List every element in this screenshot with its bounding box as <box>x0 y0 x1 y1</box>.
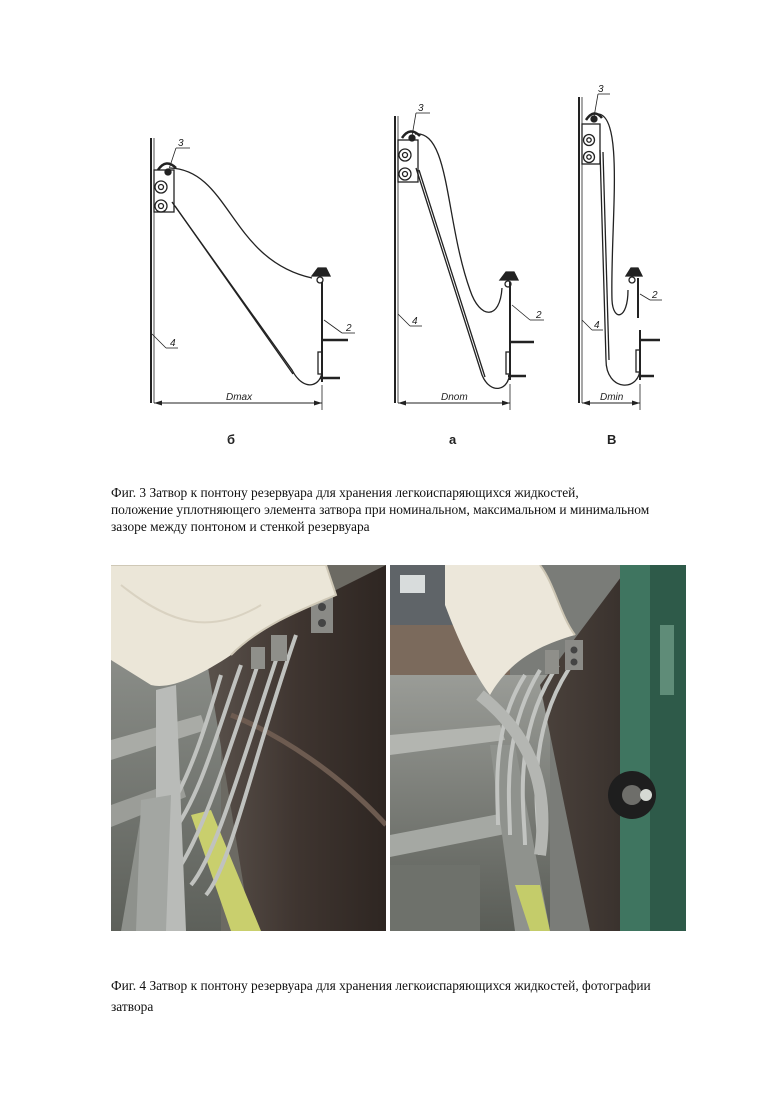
figure4-caption-line-2: затвора <box>111 999 154 1014</box>
figure3-caption-line-2: положение уплотняющего элемента затвора при номинальном, максимальном и минимальном <box>111 502 650 517</box>
dimension-a: Dnom <box>441 392 468 403</box>
callout-b-4: 4 <box>170 338 176 349</box>
figure3-drawings <box>0 0 780 460</box>
panel-label-v: В <box>607 432 617 447</box>
photo-seal-right <box>390 565 686 931</box>
drawing-nominal-gap <box>395 113 544 410</box>
figure4-caption-line-1: Фиг. 4 Затвор к понтону резервуара для хранения легкоиспаряющихся жидкостей, фотографии <box>111 978 651 993</box>
figure3-caption <box>111 484 711 535</box>
panel-label-b: б <box>227 432 236 447</box>
drawing-min-gap <box>579 94 662 410</box>
callout-v-4: 4 <box>594 320 600 331</box>
dimension-b: Dmax <box>226 392 253 403</box>
callout-a-2: 2 <box>536 310 542 321</box>
callout-v-3: 3 <box>598 84 604 95</box>
figure3-caption-line-3: зазоре между понтоном и стенкой резервуара <box>111 519 370 534</box>
callout-a-4: 4 <box>412 316 418 327</box>
dimension-v: Dmin <box>600 392 624 403</box>
figure3-caption-line-1: Фиг. 3 Затвор к понтону резервуара для хранения легкоиспаряющихся жидкостей, <box>111 485 579 500</box>
callout-b-2: 2 <box>346 323 352 334</box>
callout-v-2: 2 <box>652 290 658 301</box>
drawing-max-gap <box>151 138 355 410</box>
figure4-caption <box>111 977 711 1015</box>
callout-b-3: 3 <box>178 138 184 149</box>
callout-a-3: 3 <box>418 103 424 114</box>
photo-seal-left <box>111 565 386 931</box>
panel-label-a: а <box>449 432 457 447</box>
